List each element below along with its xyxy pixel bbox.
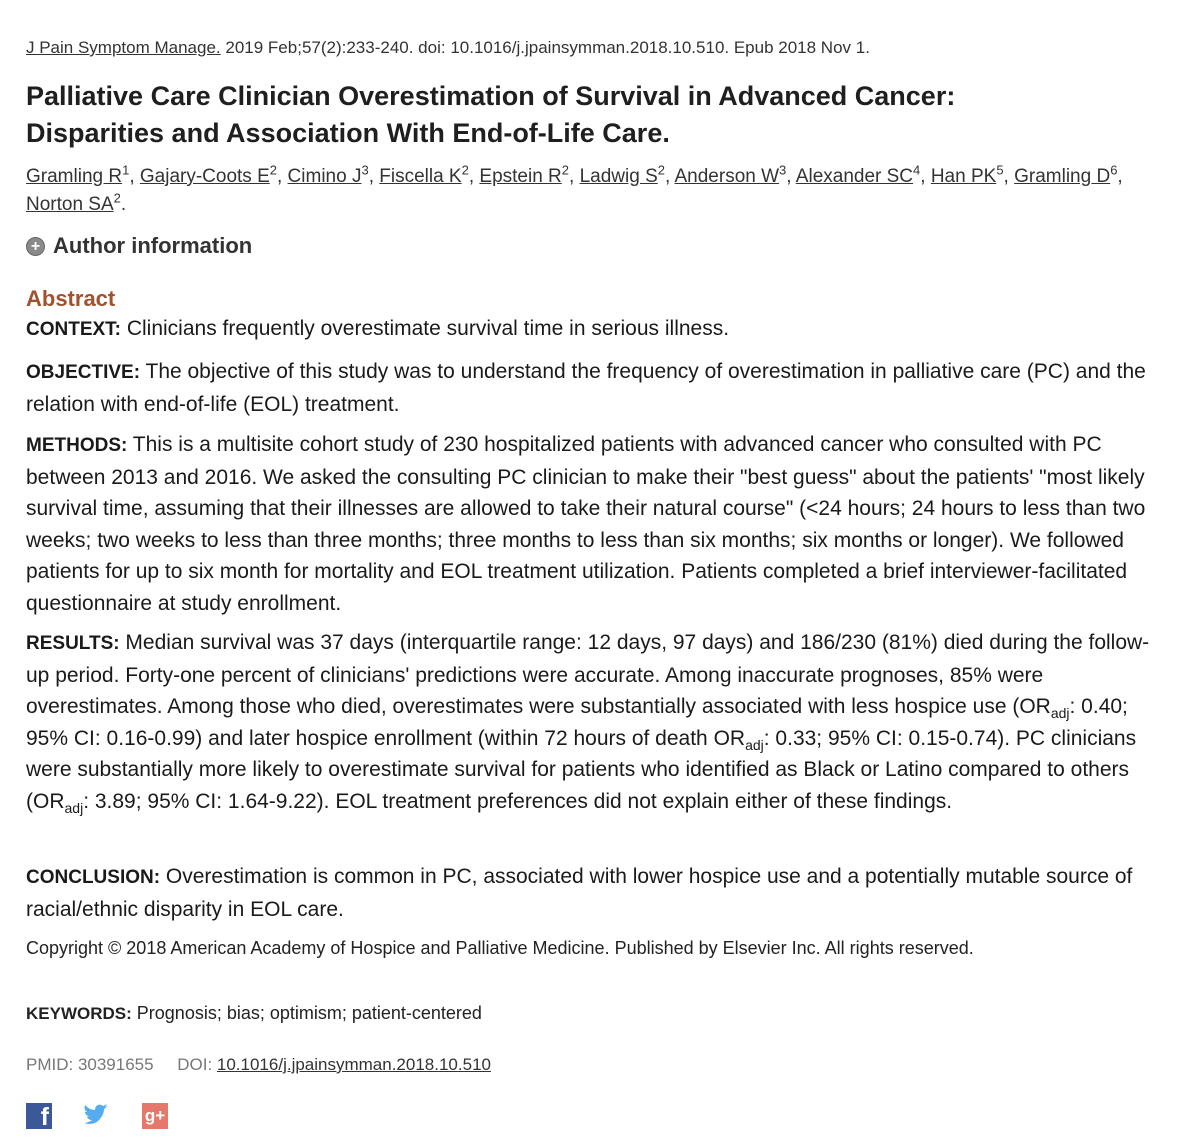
methods-text: This is a multisite cohort study of 230 hospitalized patients with advanced cancer who consulted with PC between 2013 and 2016. We asked the consulting PC clinician to make their "best guess" about the patients' "most likely survival time, assuming that their illnesses are allowed to take their natural course" (<24 hours; 24 hours to less than two weeks; two weeks to less than three months; three months to less than six months; six months or longer). We followed patients for up to six month for mortality and EOL treatment utilization. Patients completed a brief interviewer-facilitated questionnaire at study enrollment.	[26, 433, 1146, 615]
keywords	[26, 1003, 482, 1024]
conclusion-label: CONCLUSION:	[26, 867, 161, 888]
author-affiliation: 3	[361, 162, 369, 178]
results-subscript: adj	[1050, 705, 1070, 722]
abstract-heading: Abstract	[26, 286, 116, 311]
plus-icon: +	[26, 237, 45, 256]
author-information-label: Author information	[53, 233, 253, 258]
abstract-context	[26, 313, 1172, 346]
context-label: CONTEXT:	[26, 319, 121, 340]
title-line-2: Disparities and Association With End-of-Life Care.	[26, 118, 670, 148]
author-link[interactable]: Han PK	[930, 166, 997, 187]
facebook-glyph: f	[40, 1103, 49, 1131]
twitter-icon[interactable]	[82, 1103, 112, 1129]
author-affiliation: 2	[113, 190, 121, 206]
doi-link[interactable]: 10.1016/j.jpainsymman.2018.10.510	[216, 1055, 491, 1074]
author-link[interactable]: Gramling R	[26, 166, 123, 187]
author-affiliation: 6	[1110, 162, 1118, 178]
author-affiliation: 1	[122, 162, 130, 178]
conclusion-text: Overestimation is common in PC, associated with lower hospice use and a potentially mutable source of racial/ethnic disparity in EOL care.	[26, 865, 1133, 921]
author-affiliation: 2	[657, 162, 665, 178]
results-text-2: : 0.40; 95% CI: 0.16-0.99) and later hospice enrollment (within 72 hours of death OR	[26, 695, 1128, 750]
pmid: PMID: 30391655	[26, 1055, 154, 1074]
abstract-methods	[26, 429, 1172, 619]
results-label: RESULTS:	[26, 633, 120, 654]
abstract-conclusion	[26, 861, 1172, 925]
author-link[interactable]: Alexander SC	[795, 166, 914, 187]
citation	[26, 38, 870, 58]
objective-text: The objective of this study was to understand the frequency of overestimation in palliative care (PC) and the relation with end-of-life (EOL) treatment.	[26, 360, 1146, 416]
citation-details: 2019 Feb;57(2):233-240. doi: 10.1016/j.jpainsymman.2018.10.510. Epub 2018 Nov 1.	[220, 38, 870, 57]
author-link[interactable]: Norton SA	[26, 194, 114, 215]
google-plus-icon[interactable]: g+	[142, 1103, 168, 1129]
results-subscript: adj	[745, 736, 764, 753]
author-link[interactable]: Gramling D	[1014, 166, 1111, 187]
journal-link[interactable]: J Pain Symptom Manage.	[26, 38, 221, 57]
author-link[interactable]: Cimino J	[287, 166, 362, 187]
author-affiliation: 2	[461, 162, 469, 178]
doi-label: DOI:	[177, 1055, 217, 1074]
author-information-toggle[interactable]	[26, 233, 252, 259]
keywords-label: KEYWORDS:	[26, 1004, 132, 1023]
author-affiliation: 3	[779, 162, 787, 178]
author-list: Gramling $R^1$, Gajary-Coots $E^2$, Cimino $J^3$, Fiscella $K^2$, Epstein $R^2$, Ladwig $S^2$, Anderson $W^3$, Alexander $SC^4$, Han $PK^5$, Gramling $D^6$, Norton $SA^2$.	[26, 162, 1123, 215]
identifiers	[26, 1055, 491, 1075]
methods-label: METHODS:	[26, 435, 128, 456]
author-link[interactable]: Fiscella K	[379, 166, 462, 187]
article-title	[26, 78, 1176, 152]
results-text-4: : 3.89; 95% CI: 1.64-9.22). EOL treatment preferences did not explain either of these findings.	[83, 789, 953, 813]
context-text: Clinicians frequently overestimate survival time in serious illness.	[121, 317, 730, 340]
author-link[interactable]: Ladwig S	[579, 166, 658, 187]
social-share	[26, 1103, 168, 1129]
results-subscript: adj	[64, 799, 84, 816]
results-text-3: : 0.33; 95% CI: 0.15-0.74). PC clinicians were substantially more likely to overestimate survival for patients who identified as Black or Latino compared to others (OR	[26, 726, 1137, 813]
copyright: Copyright © 2018 American Academy of Hospice and Palliative Medicine. Published by Elsevier Inc. All rights reserved.	[26, 938, 974, 958]
keywords-text: Prognosis; bias; optimism; patient-centered	[131, 1003, 482, 1023]
author-link[interactable]: Epstein R	[479, 166, 562, 187]
abstract-results	[26, 627, 1172, 817]
author-affiliation: 4	[913, 162, 921, 178]
title-line-1: Palliative Care Clinician Overestimation of Survival in Advanced Cancer:	[26, 81, 956, 111]
author-affiliation: 2	[561, 162, 570, 178]
abstract-objective	[26, 356, 1172, 420]
objective-label: OBJECTIVE:	[26, 362, 141, 383]
author-link[interactable]: Gajary-Coots E	[139, 166, 270, 187]
author-link[interactable]: Anderson W	[674, 166, 780, 187]
author-affiliation: 2	[269, 162, 277, 178]
author-affiliation: 5	[996, 162, 1004, 178]
results-text-1: Median survival was 37 days (interquartile range: 12 days, 97 days) and 186/230 (81%) died during the follow-up period. Forty-one percent of clinicians' predictions were accurate. Among inaccurate prognoses, 85% were overestimates. Among those who died, overestimates were substantially associated with less hospice use (OR	[26, 631, 1150, 718]
facebook-icon[interactable]	[26, 1103, 52, 1129]
